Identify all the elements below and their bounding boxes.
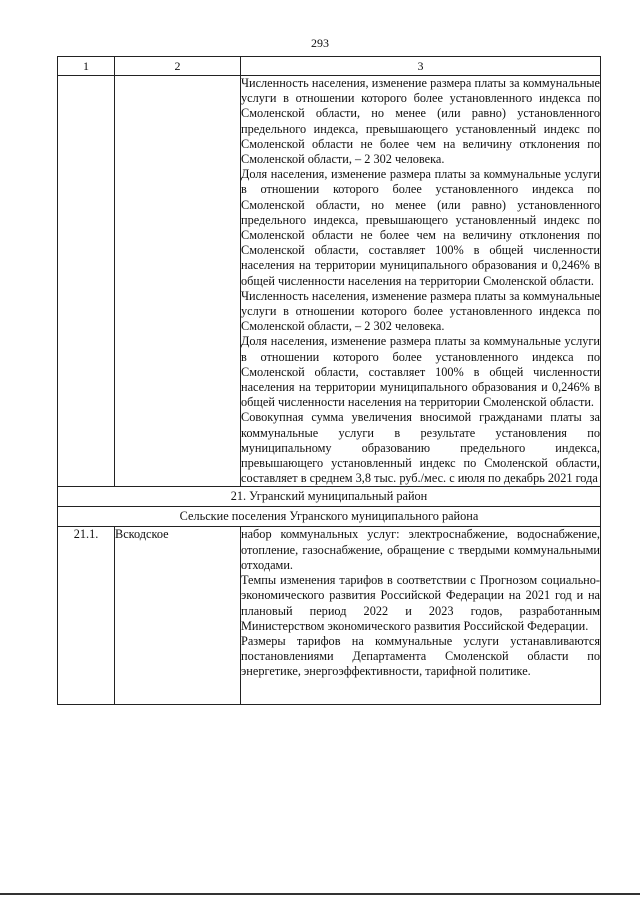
column-header-1: 1 [58, 57, 115, 76]
continued-text-cell [241, 76, 601, 487]
section-title: 21. Угранский муниципальный район [58, 487, 601, 507]
paragraph-population-share: Доля населения, изменение размера платы за коммунальные услуги в отношении которого более установленного индекса по Смоленской области, но менее (или равно) установленного предельного индекса, превышающего установленный индекс по Смоленской области не более чем на величину отклонения по Смоленской области, составляет 100% в общей численности населения на территории муниципального образования и 0,246% в общей численности населения на территории Смоленской области. [241, 167, 600, 288]
paragraph-total-increase: Совокупная сумма увеличения вносимой гражданами платы за коммунальные услуги в результате установления по муниципальному образованию предельного индекса, превышающего установленный индекс по Смоленской области, составляет в среднем 3,8 тыс. руб./мес. с июля по декабрь 2021 года [241, 410, 600, 486]
settlement-text-cell [241, 527, 601, 705]
subsection-title: Сельские поселения Угранского муниципального района [58, 507, 601, 527]
column-header-row [58, 57, 601, 76]
paragraph-tariff-rates: Темпы изменения тарифов в соответствии с Прогнозом социально-экономического развития Российской Федерации на 2021 год и на плановый период 2022 и 2023 годов, разработанным Министерством экономического развития Российской Федерации. [241, 573, 600, 633]
table-row [58, 527, 601, 705]
column-header-3: 3 [241, 57, 601, 76]
column-header-2: 2 [115, 57, 241, 76]
row-number: 21.1. [58, 527, 115, 705]
paragraph-tariff-sizes: Размеры тарифов на коммунальные услуги устанавливаются постановлениями Департамента Смоленской области по энергетике, энергоэффективности, тарифной политике. [241, 633, 600, 679]
paragraph-population-share-above-index: Доля населения, изменение размера платы за коммунальные услуги в отношении которого более установленного индекса по Смоленской области, составляет 100% в общей численности населения на территории муниципального образования и 0,246% в общей численности населения на территории Смоленской области. [241, 334, 600, 410]
section-row [58, 487, 601, 507]
paragraph-utility-set: набор коммунальных услуг: электроснабжение, водоснабжение, отопление, газоснабжение, обращение с твердыми коммунальными отходами. [241, 527, 600, 572]
bottom-rule [0, 893, 640, 895]
continued-row [58, 76, 601, 487]
continued-number-cell [58, 76, 115, 487]
paragraph-population-count: Численность населения, изменение размера платы за коммунальные услуги в отношении которого более установленного индекса по Смоленской области, но менее (или равно) установленного предельного индекса, превышающего установленный индекс по Смоленской области не более чем на величину отклонения по Смоленской области, – 2 302 человека. [241, 76, 600, 167]
paragraph-population-count-above-index: Численность населения, изменение размера платы за коммунальные услуги в отношении которого более установленного индекса по Смоленской области, – 2 302 человека. [241, 288, 600, 334]
continued-name-cell [115, 76, 241, 487]
document-table [57, 56, 601, 705]
page-number: 293 [311, 36, 329, 50]
subsection-row [58, 507, 601, 527]
settlement-name: Вскодское [115, 527, 241, 705]
